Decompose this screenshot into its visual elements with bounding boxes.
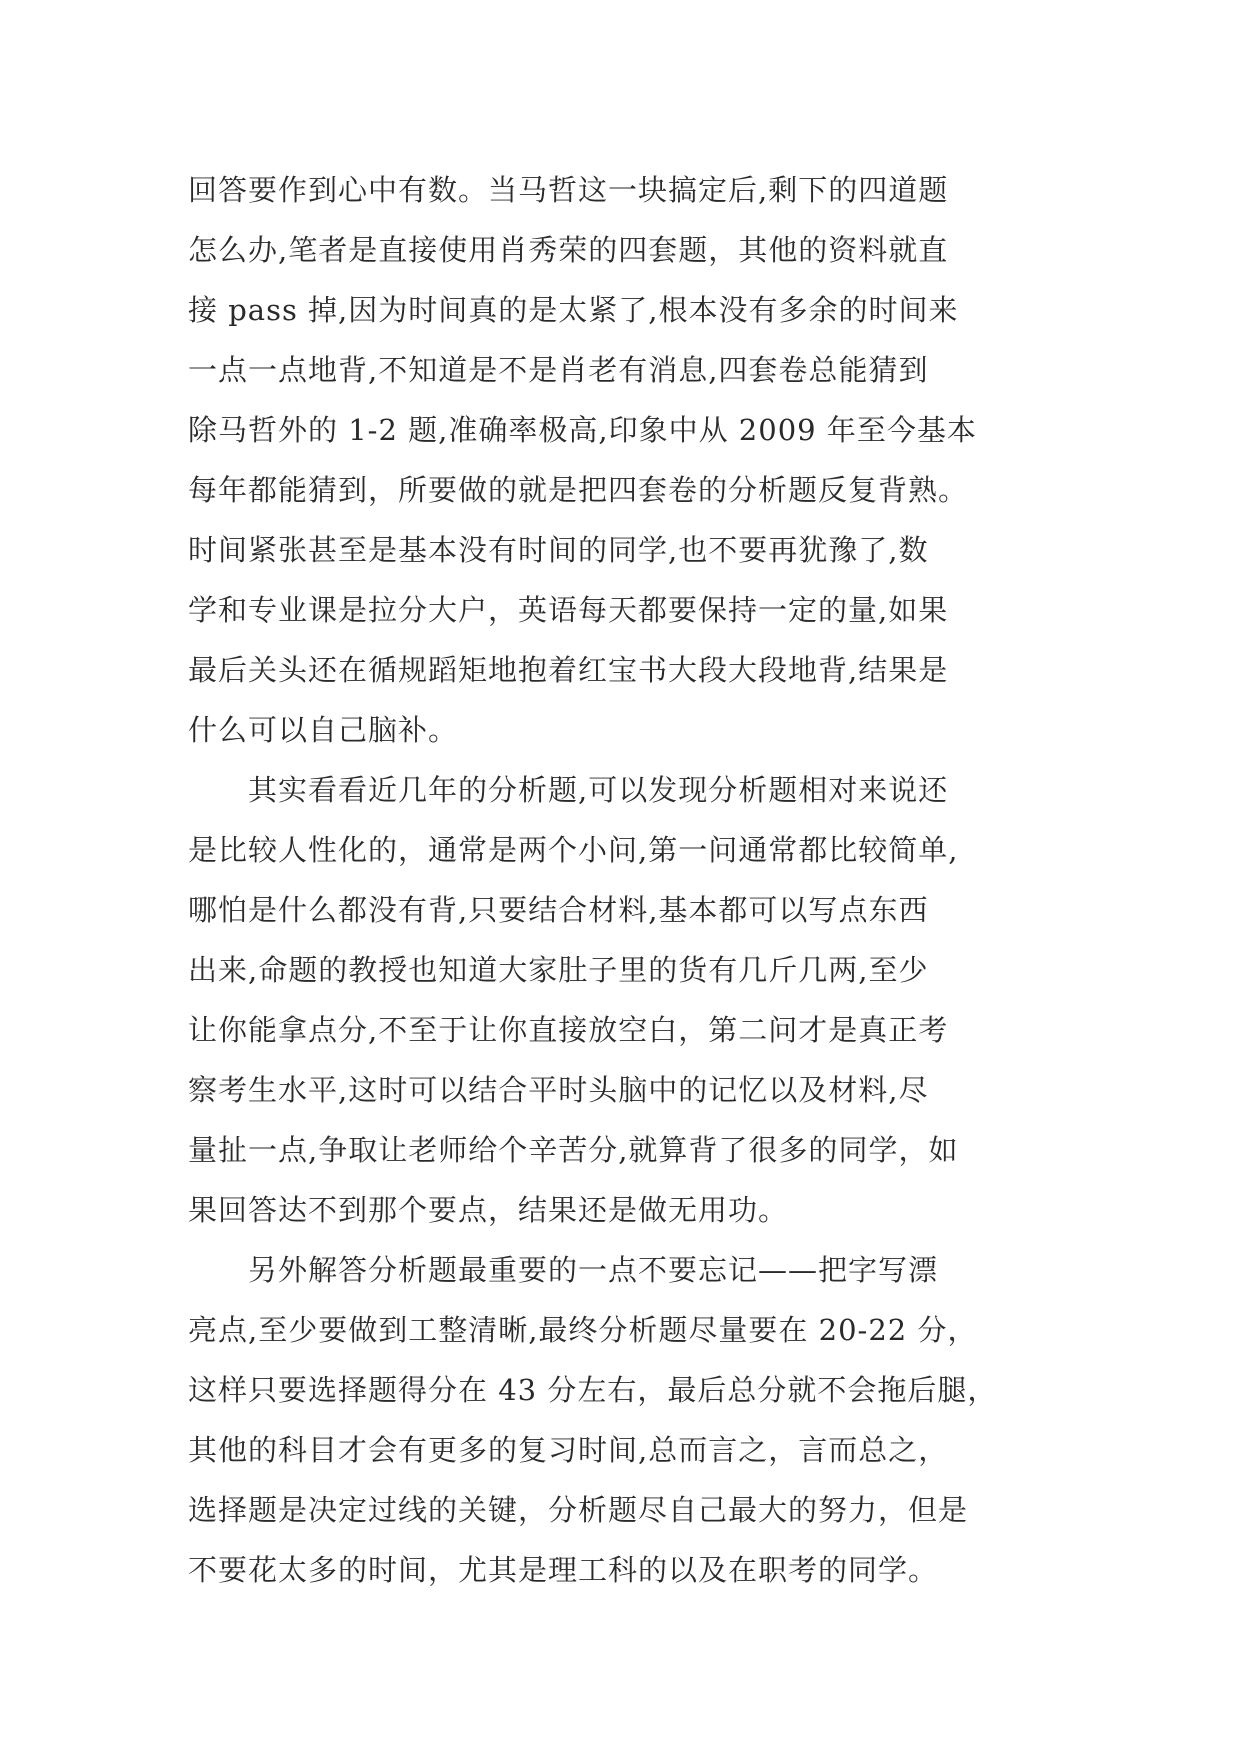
text-line: 每年都能猜到，所要做的就是把四套卷的分析题反复背熟。 (188, 473, 969, 507)
text-line: 量扯一点,争取让老师给个辛苦分,就算背了很多的同学，如 (188, 1133, 959, 1167)
text-line: 回答要作到心中有数。当马哲这一块搞定后,剩下的四道题 (188, 173, 949, 207)
text-line: 哪怕是什么都没有背,只要结合材料,基本都可以写点东西 (188, 893, 929, 927)
text-line: 果回答达不到那个要点，结果还是做无用功。 (188, 1193, 789, 1227)
text-line: 什么可以自己脑补。 (188, 713, 459, 747)
text-line-indented: 另外解答分析题最重要的一点不要忘记——把字写漂 (248, 1253, 939, 1287)
text-line: 一点一点地背,不知道是不是肖老有消息,四套卷总能猜到 (188, 353, 929, 387)
text-line: 其他的科目才会有更多的复习时间,总而言之，言而总之， (188, 1433, 949, 1467)
paragraph-3 (188, 1240, 1058, 1600)
text-line-indented: 其实看看近几年的分析题,可以发现分析题相对来说还 (248, 773, 949, 807)
text-line: 亮点,至少要做到工整清晰,最终分析题尽量要在 20-22 分， (188, 1313, 978, 1347)
paragraph-1 (188, 160, 1058, 760)
text-line: 不要花太多的时间，尤其是理工科的以及在职考的同学。 (188, 1553, 939, 1587)
paragraph-2 (188, 760, 1058, 1240)
text-line: 察考生水平,这时可以结合平时头脑中的记忆以及材料,尽 (188, 1073, 929, 1107)
text-line: 出来,命题的教授也知道大家肚子里的货有几斤几两,至少 (188, 953, 929, 987)
document-body (188, 160, 1058, 1600)
text-line: 除马哲外的 1-2 题,准确率极高,印象中从 2009 年至今基本 (188, 413, 977, 447)
text-line: 是比较人性化的，通常是两个小问,第一问通常都比较简单, (188, 833, 959, 867)
text-line: 时间紧张甚至是基本没有时间的同学,也不要再犹豫了,数 (188, 533, 929, 567)
text-line: 怎么办,笔者是直接使用肖秀荣的四套题，其他的资料就直 (188, 233, 949, 267)
text-line: 让你能拿点分,不至于让你直接放空白，第二问才是真正考 (188, 1013, 949, 1047)
text-line: 这样只要选择题得分在 43 分左右，最后总分就不会拖后腿， (188, 1373, 998, 1407)
text-line: 接 pass 掉,因为时间真的是太紧了,根本没有多余的时间来 (188, 293, 959, 327)
text-line: 选择题是决定过线的关键，分析题尽自己最大的努力，但是 (188, 1493, 969, 1527)
text-line: 最后关头还在循规蹈矩地抱着红宝书大段大段地背,结果是 (188, 653, 949, 687)
text-line: 学和专业课是拉分大户，英语每天都要保持一定的量,如果 (188, 593, 949, 627)
